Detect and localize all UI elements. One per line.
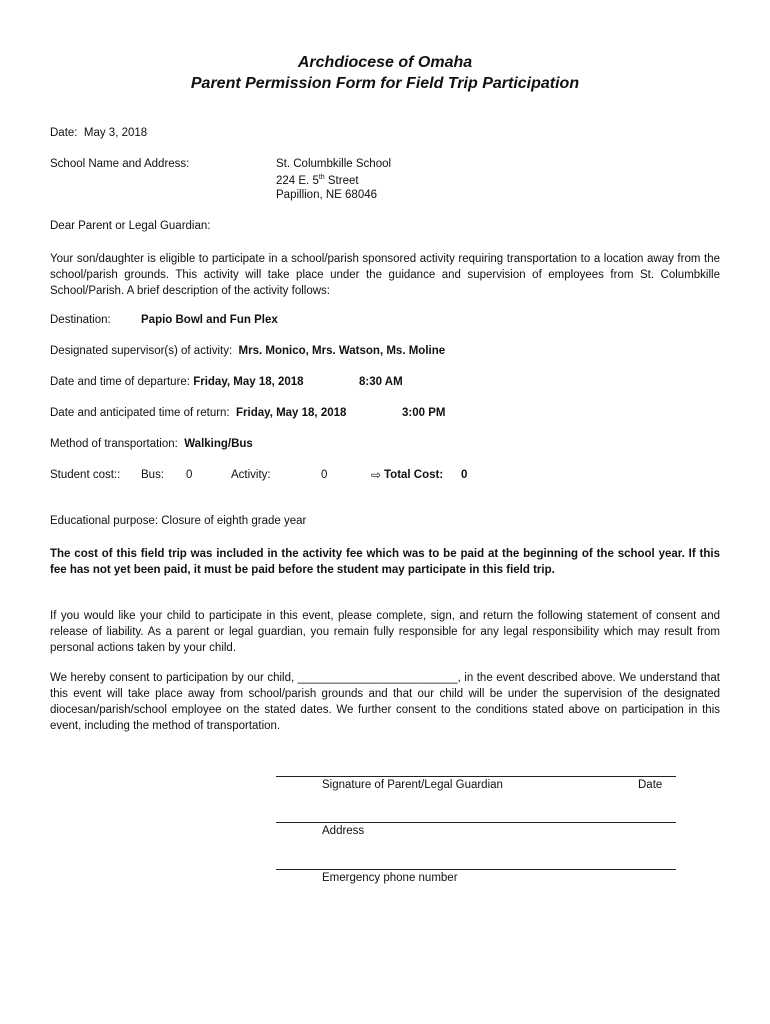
- return-time: 3:00 PM: [402, 407, 446, 419]
- phone-label: Emergency phone number: [322, 872, 458, 884]
- signature-label: Signature of Parent/Legal Guardian: [322, 779, 503, 791]
- departure-date: Friday, May 18, 2018: [193, 376, 304, 388]
- transport-label: Method of transportation:: [50, 438, 178, 450]
- total-cost-value: 0: [461, 469, 468, 481]
- destination-value: Papio Bowl and Fun Plex: [141, 314, 278, 326]
- transport-line: [50, 438, 253, 450]
- signature-line[interactable]: [276, 776, 676, 777]
- transport-value: Walking/Bus: [184, 438, 253, 450]
- school-city: Papillion, NE 68046: [276, 189, 378, 201]
- school-street: 224 E. 5th Street: [276, 174, 359, 187]
- bus-cost-label: Bus:: [141, 469, 165, 481]
- bus-cost-value: 0: [186, 469, 193, 481]
- date-label: Date:: [50, 127, 78, 139]
- consent-intro: If you would like your child to participate in this event, please complete, sign, and return the following statement of consent and release of liability. As a parent or legal guardian, you remain fully responsible for any legal responsibility which may result from personal actions taken by your child.: [50, 610, 720, 654]
- departure-label: Date and time of departure:: [50, 376, 190, 388]
- org-title: Archdiocese of Omaha: [297, 54, 473, 71]
- phone-line[interactable]: [276, 869, 676, 870]
- supervisors-value: Mrs. Monico, Mrs. Watson, Ms. Moline: [238, 345, 446, 357]
- intro-paragraph: Your son/daughter is eligible to participate in a school/parish sponsored activity requiring transportation to a location away from the school/parish grounds. This activity will take place under the guidance and supervision of employees from St. Columbkille School/Parish. A brief description of the activity follows:: [50, 253, 720, 297]
- return-label: Date and anticipated time of return:: [50, 407, 230, 419]
- form-title: Parent Permission Form for Field Trip Participation: [190, 75, 580, 92]
- return-date: Friday, May 18, 2018: [236, 407, 347, 419]
- departure-line: [50, 376, 304, 388]
- activity-cost-value: 0: [321, 469, 328, 481]
- salutation: Dear Parent or Legal Guardian:: [50, 220, 211, 232]
- destination-label: Destination:: [50, 314, 111, 326]
- date-line: [50, 127, 147, 139]
- arrow-icon: ⇨: [371, 468, 382, 482]
- school-name: St. Columbkille School: [276, 158, 392, 170]
- school-label: School Name and Address:: [50, 158, 190, 170]
- address-line[interactable]: [276, 822, 676, 823]
- return-line: [50, 407, 346, 419]
- date-signed-label: Date: [638, 779, 663, 791]
- address-label: Address: [322, 825, 365, 837]
- cost-label: Student cost::: [50, 469, 121, 481]
- departure-time: 8:30 AM: [359, 376, 403, 388]
- supervisors-label: Designated supervisor(s) of activity:: [50, 345, 233, 357]
- fee-note: The cost of this field trip was included in the activity fee which was to be paid at the beginning of the school year. If this fee has not yet been paid, it must be paid before the student may participate in this field trip.: [50, 548, 720, 576]
- total-cost-label: Total Cost:: [384, 469, 444, 481]
- consent-statement: We hereby consent to participation by our child, _________________________, in the event described above. We understand that this event will take place away from school/parish grounds and that our child will be under the supervision of the designated diocesan/parish/school employee on the stated dates. We further consent to the conditions stated above on participation in this event, including the method of transportation.: [50, 672, 720, 732]
- date-value: May 3, 2018: [83, 127, 148, 139]
- supervisors-line: [50, 345, 445, 357]
- educational-purpose: Educational purpose: Closure of eighth grade year: [50, 515, 307, 527]
- activity-cost-label: Activity:: [231, 469, 271, 481]
